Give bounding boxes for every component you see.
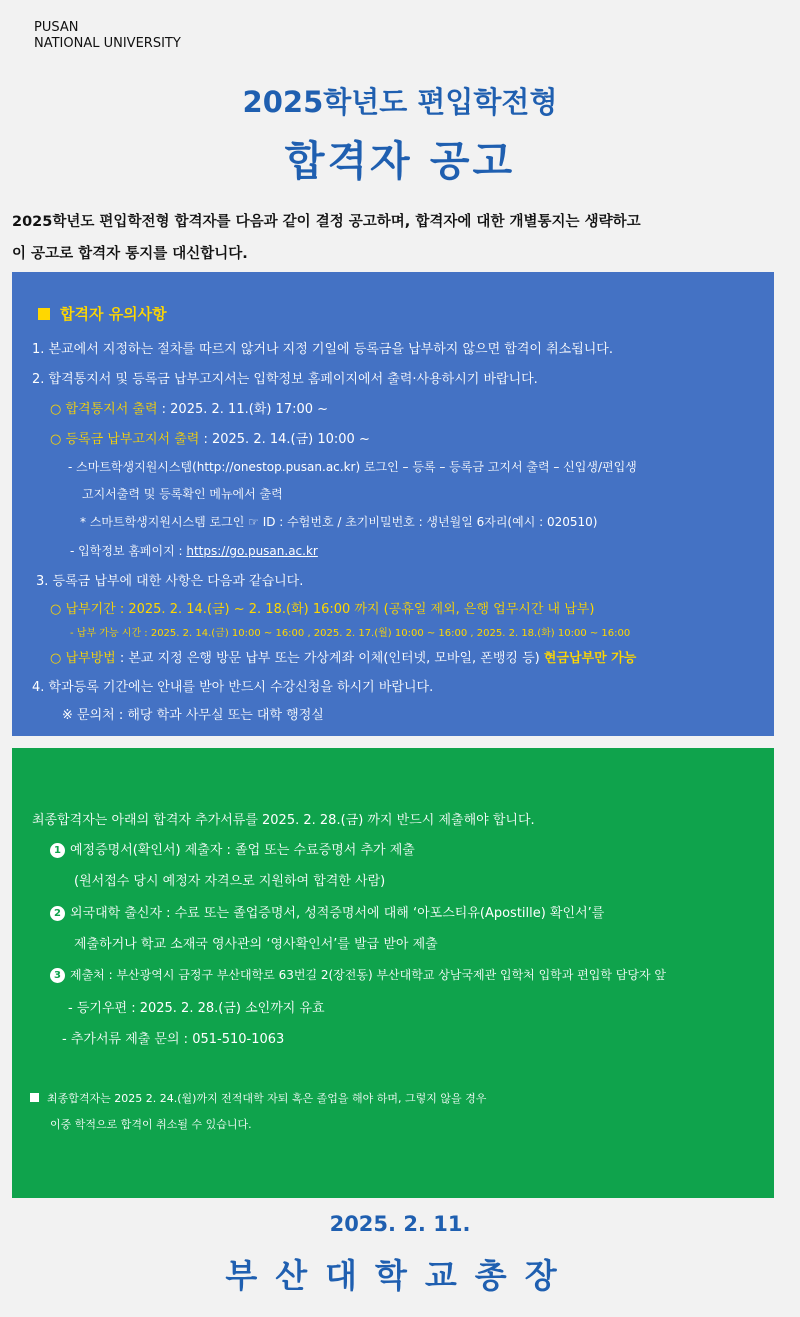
announcement-date: 2025. 2. 11. [329, 1212, 471, 1236]
document-item-2: 2 외국대학 출신자 : 수료 또는 졸업증명서, 성적증명서에 대해 ‘아포스티유(Apostille) 확인서’를 [50, 902, 604, 921]
homepage-label: - 입학정보 홈페이지 : [70, 544, 187, 558]
notice-box [12, 272, 774, 736]
page-subtitle: 합격자 공고 [284, 137, 516, 185]
document-item-1: 1 예정증명서(확인서) 제출자 : 졸업 또는 수료증명서 추가 제출 [50, 839, 415, 858]
payment-method-label: ○ 납부방법 [50, 651, 116, 666]
number-two-icon: 2 [50, 906, 65, 921]
intro-text [12, 206, 792, 270]
letter-print-date [50, 398, 328, 417]
letter-print-value: : 2025. 2. 11.(화) 17:00 ~ [157, 402, 329, 417]
document-item-3: 3 제출처 : 부산광역시 금정구 부산대학로 63번길 2(장전동) 부산대학교 상남국제관 입학처 입학과 편입학 담당자 앞 [50, 966, 666, 983]
intro-line-2: 이 공고로 합격자 통지를 대신합니다. [12, 246, 248, 262]
logo-line-1: PUSAN [34, 20, 79, 35]
payment-method [50, 647, 636, 666]
contact-note: ※ 문의처 : 해당 학과 사무실 또는 대학 행정실 [62, 708, 324, 723]
president-signature: 부산대학교총장 [225, 1256, 575, 1295]
square-bullet-icon [38, 308, 50, 320]
notice-item-1: 1. 본교에서 지정하는 절차를 따르지 않거나 지정 기일에 등록금을 납부하지 않으면 합격이 취소됩니다. [32, 342, 614, 357]
notice-heading: 합격자 유의사항 [38, 303, 167, 324]
document-item-2-detail: 제출하거나 학교 소재국 영사관의 ‘영사확인서’를 발급 받아 제출 [74, 937, 438, 952]
inquiry-phone: - 추가서류 제출 문의 : 051-510-1063 [62, 1032, 285, 1047]
document-item-1-detail: (원서접수 당시 예정자 자격으로 지원하여 합격한 사람) [74, 874, 386, 889]
login-note: * 스마트학생지원시스템 로그인 ☞ ID : 수험번호 / 초기비밀번호 : 생년월일 6자리(예시 : 020510) [80, 515, 598, 529]
notice-item-4: 4. 학과등록 기간에는 안내를 받아 반드시 수강신청을 하시기 바랍니다. [32, 680, 434, 695]
university-logo [34, 20, 181, 52]
bill-print-label: ○ 등록금 납부고지서 출력 [50, 432, 200, 447]
documents-box [12, 748, 774, 1198]
page-title: 2025학년도 편입학전형 [242, 85, 558, 119]
intro-line-1: 2025학년도 편입학전형 합격자를 다음과 같이 결정 공고하며, 합격자에 대한 개별통지는 생략하고 [12, 214, 641, 230]
number-three-icon: 3 [50, 968, 65, 983]
logo-line-2: NATIONAL UNIVERSITY [34, 36, 181, 51]
bill-detail-line-2: 고지서출력 및 등록확인 메뉴에서 출력 [82, 487, 283, 501]
square-bullet-icon [30, 1093, 39, 1102]
bill-print-value: : 2025. 2. 14.(금) 10:00 ~ [199, 432, 370, 447]
cash-only-note: 현금납부만 가능 [543, 651, 637, 666]
bill-print-date [50, 428, 370, 447]
homepage-link[interactable]: https://go.pusan.ac.kr [186, 544, 318, 558]
withdrawal-warning-detail: 이중 학적으로 합격이 취소될 수 있습니다. [50, 1118, 252, 1131]
letter-print-label: ○ 합격통지서 출력 [50, 402, 158, 417]
homepage-line [70, 542, 318, 559]
bill-detail-line-1: - 스마트학생지원시스템(http://onestop.pusan.ac.kr) 로그인 – 등록 – 등록금 고지서 출력 – 신입생/편입생 [68, 460, 637, 474]
payment-period: ○ 납부기간 : 2025. 2. 14.(금) ~ 2. 18.(화) 16:00 까지 (공휴일 제외, 은행 업무시간 내 납부) [50, 602, 595, 617]
registered-mail-note: - 등기우편 : 2025. 2. 28.(금) 소인까지 유효 [68, 1001, 325, 1016]
withdrawal-warning: 최종합격자는 2025 2. 24.(월)까지 전적대학 자퇴 혹은 졸업을 해야 하며, 그렇지 않을 경우 [30, 1090, 486, 1106]
notice-item-3: 3. 등록금 납부에 대한 사항은 다음과 같습니다. [36, 574, 304, 589]
payment-hours: - 납부 가능 시간 : 2025. 2. 14.(금) 10:00 ~ 16:00 , 2025. 2. 17.(월) 10:00 ~ 16:00 , 2025. 2. 18.(화) 10:00 ~ 16:00 [70, 628, 631, 639]
notice-item-2: 2. 합격통지서 및 등록금 납부고지서는 입학정보 홈페이지에서 출력·사용하시기 바랍니다. [32, 372, 538, 387]
number-one-icon: 1 [50, 843, 65, 858]
documents-intro: 최종합격자는 아래의 합격자 추가서류를 2025. 2. 28.(금) 까지 반드시 제출해야 합니다. [32, 813, 535, 828]
payment-method-text: : 본교 지정 은행 방문 납부 또는 가상계좌 이체(인터넷, 모바일, 폰뱅킹 등) [115, 651, 544, 666]
